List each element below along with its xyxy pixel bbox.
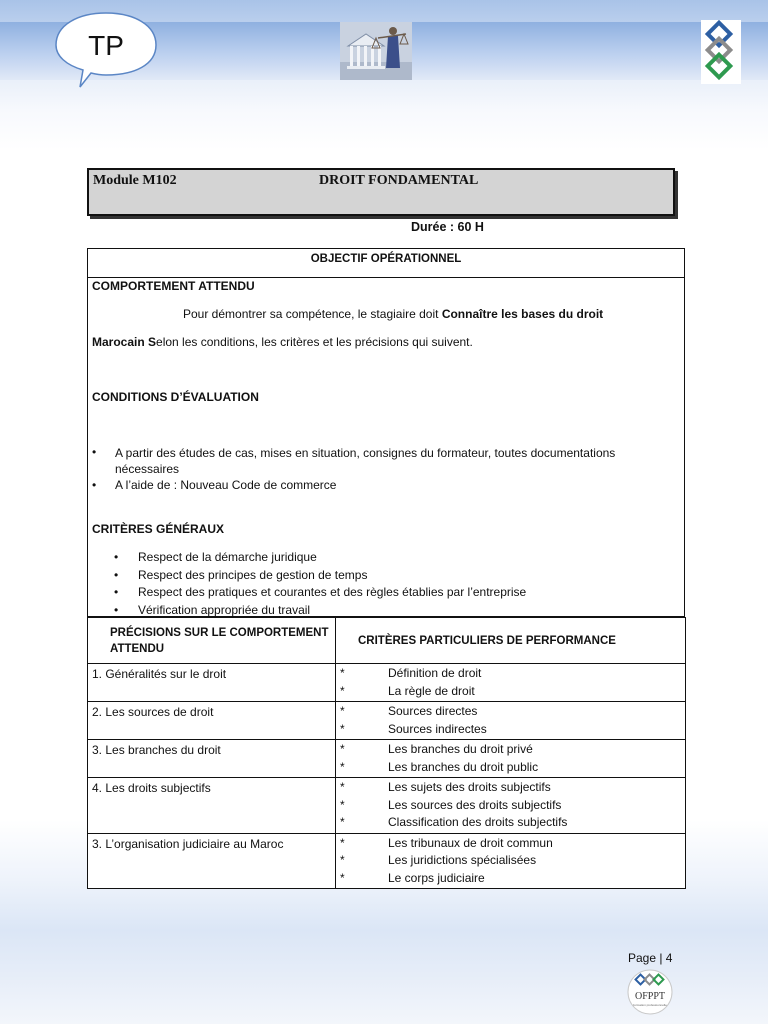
- criteria-cell: [336, 833, 686, 889]
- asterisk-marker: *: [340, 780, 345, 794]
- list-item: [336, 721, 685, 739]
- ofppt-footer-logo-icon: [624, 968, 676, 1016]
- module-code: Module M102: [93, 173, 177, 188]
- list-item: [114, 584, 526, 602]
- criteria-cell: [336, 702, 686, 740]
- criteria-item: Les tribunaux de droit commun: [388, 835, 553, 850]
- bullet-icon: •: [92, 478, 97, 492]
- col1-header-line: PRÉCISIONS SUR LE COMPORTEMENT: [110, 626, 329, 639]
- bullet-icon: •: [114, 550, 119, 564]
- list-item: [336, 870, 685, 888]
- topic-cell: [88, 664, 336, 702]
- criteria-item: Sources directes: [388, 704, 478, 718]
- behavior-heading: COMPORTEMENT ATTENDU: [92, 279, 255, 293]
- criteria-text: Respect des principes de gestion de temps: [138, 567, 368, 582]
- list-item: [336, 779, 685, 797]
- table-row: [88, 833, 686, 889]
- conditions-item: [115, 445, 615, 477]
- criteria-text: Respect de la démarche juridique: [138, 550, 317, 564]
- asterisk-marker: *: [340, 797, 345, 812]
- footer-logo-subtitle: formation professionnelle: [633, 1003, 667, 1007]
- bullet-icon: •: [114, 602, 119, 617]
- criteria-cell: [336, 740, 686, 778]
- list-item: [336, 835, 685, 853]
- col2-header: CRITÈRES PARTICULIERS DE PERFORMANCE: [336, 618, 686, 664]
- bullet-icon: •: [92, 445, 97, 459]
- conditions-item-line: A partir des études de cas, mises en situation, consignes du formateur, toutes documentations: [115, 446, 616, 460]
- col1-header-line: ATTENDU: [110, 642, 165, 655]
- list-item: [336, 741, 685, 759]
- justice-scales-icon: [340, 22, 412, 80]
- criteria-heading: CRITÈRES GÉNÉRAUX: [92, 522, 225, 536]
- page-number: Page | 4: [628, 951, 673, 965]
- asterisk-marker: *: [340, 759, 345, 774]
- asterisk-marker: *: [340, 870, 345, 885]
- list-item: [336, 852, 685, 870]
- asterisk-marker: *: [340, 815, 345, 829]
- criteria-item: Définition de droit: [388, 666, 482, 680]
- footer-logo-text: OFPPT: [634, 991, 666, 1002]
- table-header-row: [88, 618, 686, 664]
- asterisk-marker: *: [340, 704, 345, 718]
- criteria-list: [114, 549, 526, 619]
- criteria-text: Vérification appropriée du travail: [138, 602, 311, 617]
- behavior-text: Pour démontrer sa compétence, le stagiaire doit: [183, 307, 442, 321]
- asterisk-marker: *: [340, 835, 345, 850]
- criteria-item: Le corps judiciaire: [388, 870, 485, 885]
- criteria-cell: [336, 664, 686, 702]
- criteria-item: Les sujets des droits subjectifs: [388, 780, 551, 794]
- list-item: [336, 665, 685, 683]
- criteria-item: Sources indirectes: [388, 721, 487, 736]
- criteria-item: Les branches du droit privé: [388, 742, 533, 756]
- list-item: [114, 567, 526, 585]
- behavior-emphasis-2: Marocain S: [92, 335, 157, 349]
- objective-heading: OBJECTIF OPÉRATIONNEL: [88, 249, 684, 278]
- topic-cell: [88, 740, 336, 778]
- topic-label: 2. Les sources de droit: [92, 705, 214, 719]
- topic-label: 4. Les droits subjectifs: [92, 781, 211, 795]
- behavior-text-2: elon les conditions, les critères et les précisions qui suivent.: [156, 335, 473, 349]
- ofppt-logo-icon: [701, 20, 741, 84]
- table-row: [88, 740, 686, 778]
- criteria-item: Les juridictions spécialisées: [388, 853, 537, 867]
- list-item: [336, 683, 685, 701]
- list-item: [336, 703, 685, 721]
- list-item: [336, 759, 685, 777]
- asterisk-marker: *: [340, 742, 345, 756]
- list-item: [114, 549, 526, 567]
- table-row: [88, 664, 686, 702]
- topic-cell: [88, 778, 336, 834]
- topic-label: 1. Généralités sur le droit: [92, 667, 227, 681]
- conditions-heading: CONDITIONS D’ÉVALUATION: [92, 390, 259, 404]
- asterisk-marker: *: [340, 853, 345, 867]
- col1-header: [88, 618, 336, 664]
- asterisk-marker: *: [340, 683, 345, 698]
- list-item: [336, 814, 685, 832]
- topic-cell: [88, 833, 336, 889]
- conditions-value: Nouveau Code de commerce: [180, 478, 337, 492]
- objective-section: [87, 248, 685, 617]
- topic-cell: [88, 702, 336, 740]
- topic-label: 3. Les branches du droit: [92, 743, 221, 757]
- topic-label: 3. L’organisation judiciaire au Maroc: [92, 836, 284, 851]
- conditions-prefix: A l’aide de :: [115, 478, 181, 492]
- behavior-emphasis: Connaître les bases du droit: [441, 307, 604, 321]
- bullet-icon: •: [114, 567, 119, 582]
- asterisk-marker: *: [340, 721, 345, 736]
- criteria-table: [87, 617, 686, 889]
- conditions-item-line: nécessaires: [115, 462, 180, 476]
- criteria-item: Classification des droits subjectifs: [388, 815, 568, 829]
- conditions-item: [115, 478, 336, 492]
- asterisk-marker: *: [340, 666, 345, 680]
- behavior-statement-line2: [92, 335, 473, 349]
- criteria-item: Les sources des droits subjectifs: [388, 797, 562, 812]
- module-title-box: [87, 168, 675, 216]
- criteria-item: La règle de droit: [388, 683, 475, 698]
- list-item: [336, 797, 685, 815]
- criteria-cell: [336, 778, 686, 834]
- criteria-text: Respect des pratiques et courantes et des règles établies par l’entreprise: [138, 585, 527, 599]
- module-title: DROIT FONDAMENTAL: [319, 173, 479, 188]
- bullet-icon: •: [114, 585, 119, 599]
- module-duration: Durée : 60 H: [411, 220, 484, 234]
- behavior-statement-line1: [183, 307, 603, 321]
- tp-badge: TP: [88, 30, 124, 61]
- table-row: [88, 702, 686, 740]
- table-row: [88, 778, 686, 834]
- criteria-item: Les branches du droit public: [388, 759, 539, 774]
